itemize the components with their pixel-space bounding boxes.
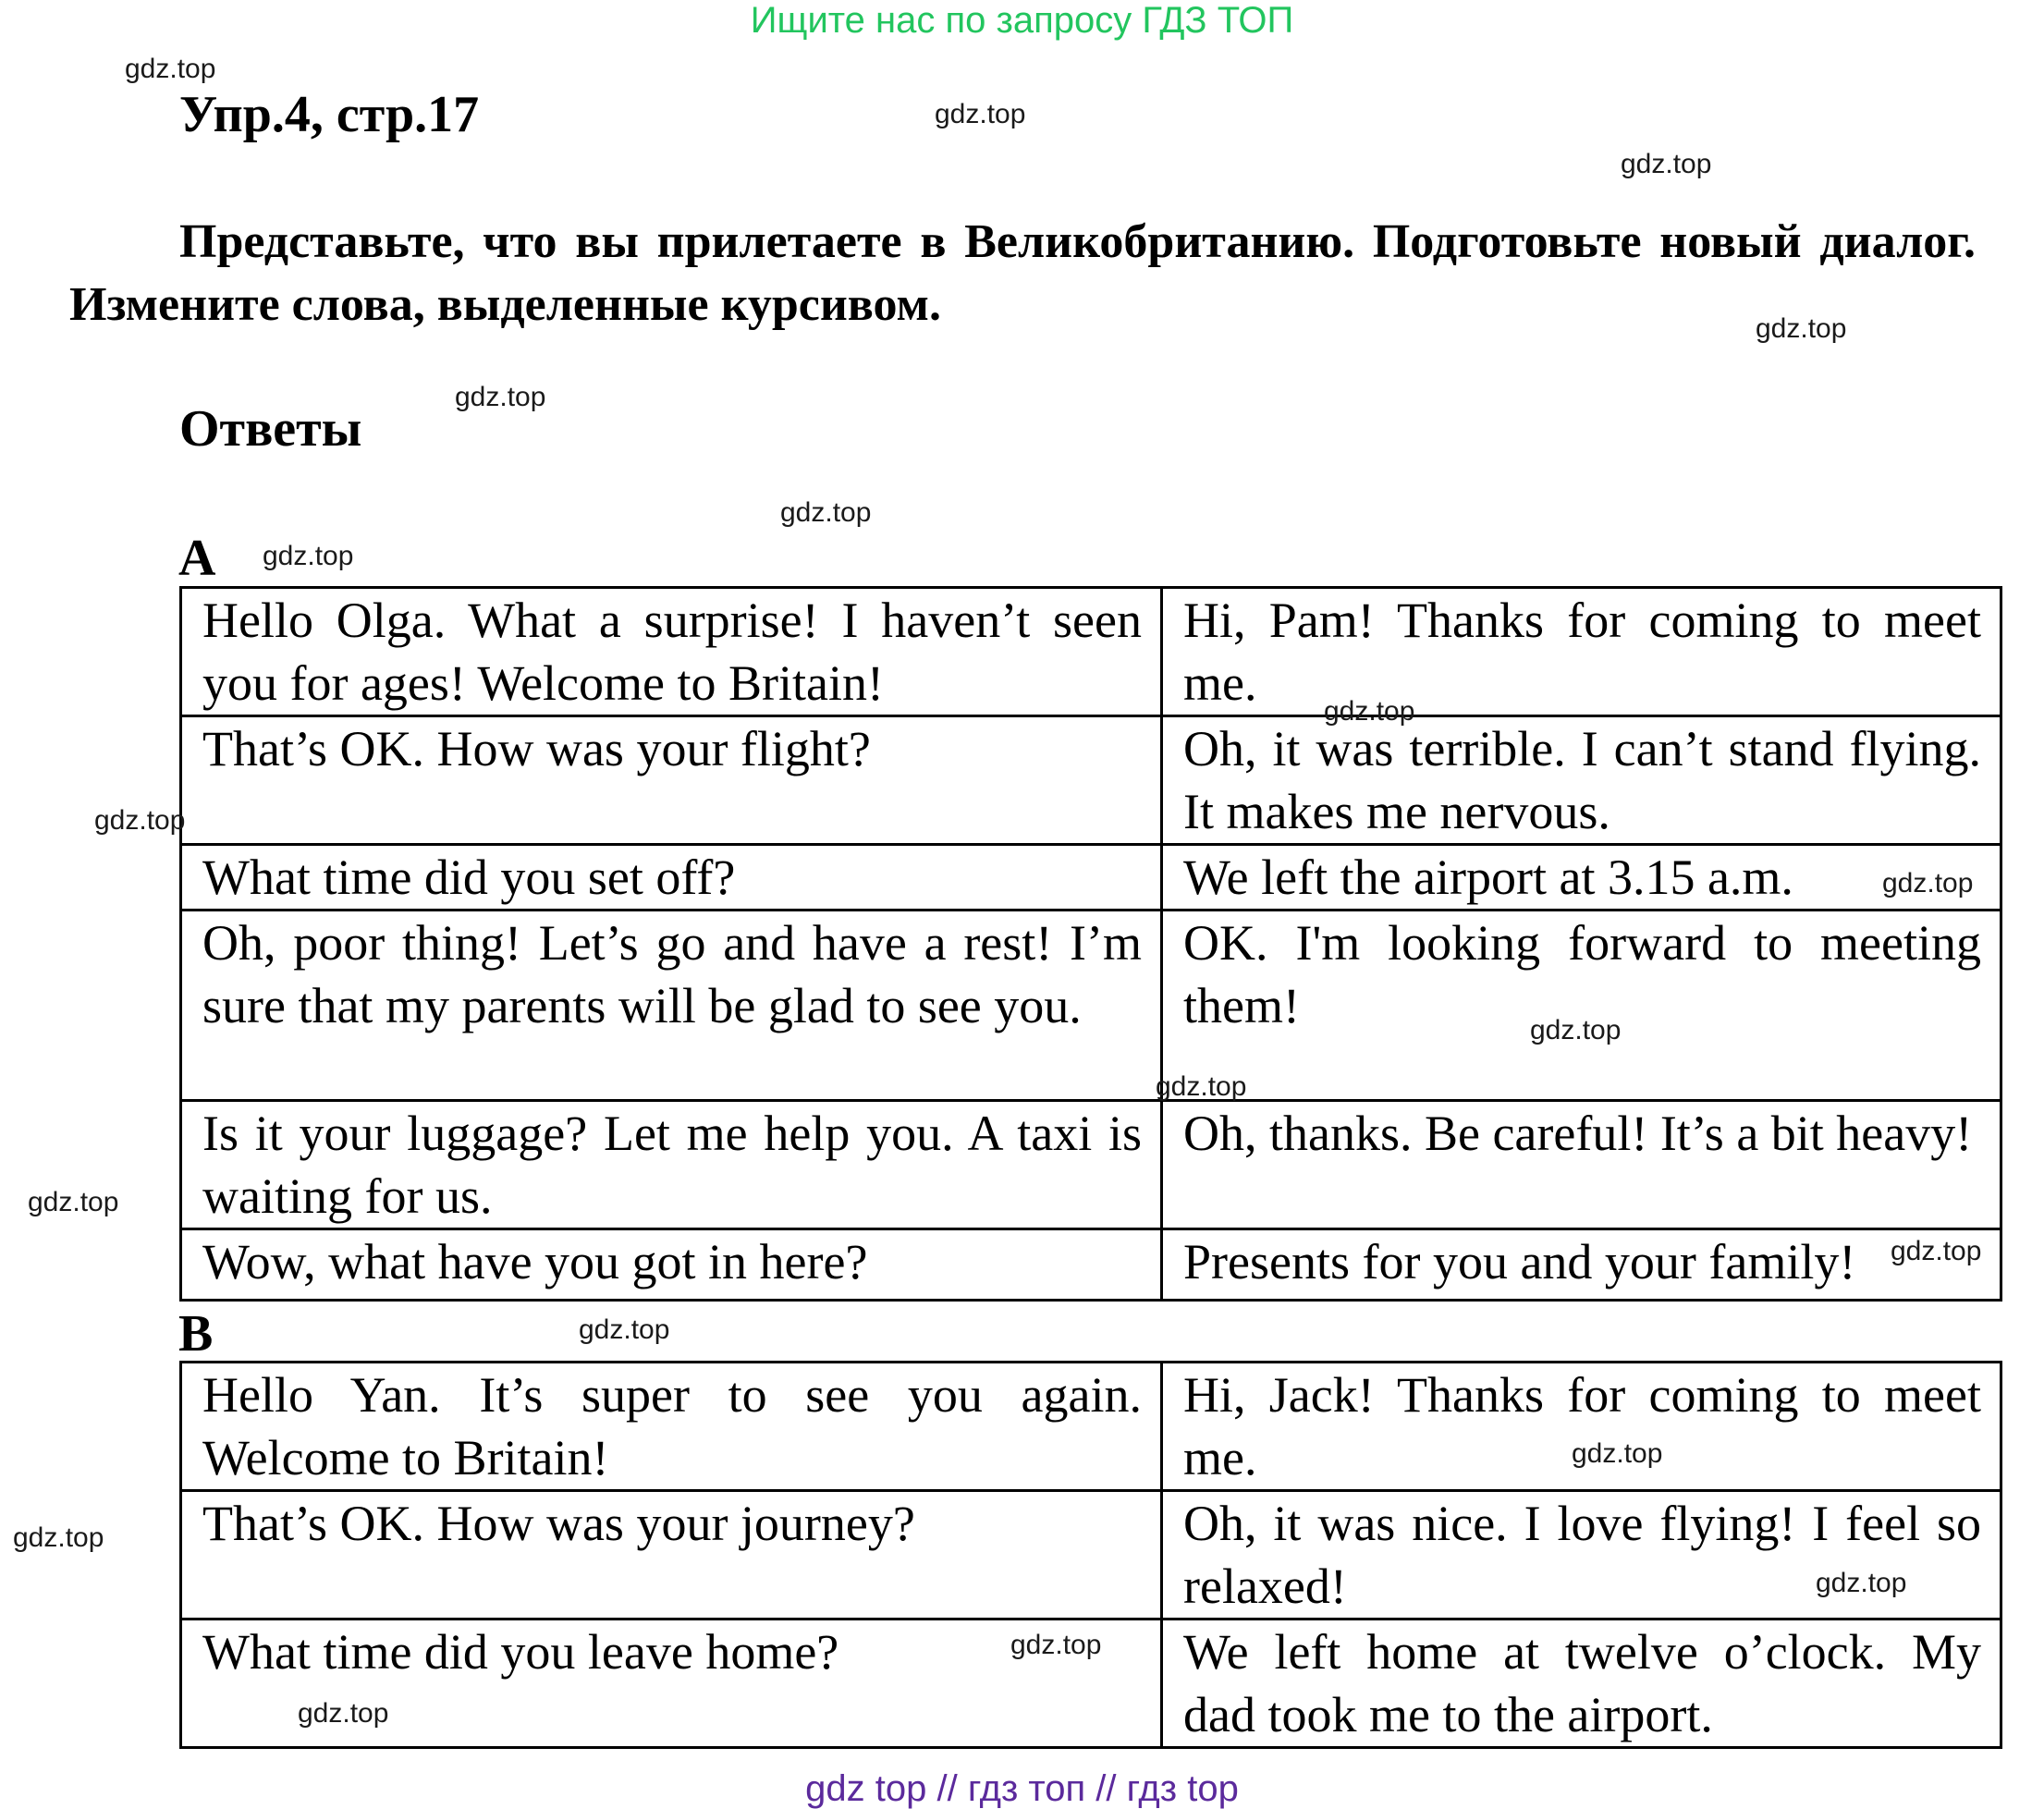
watermark: gdz.top: [125, 54, 216, 84]
dialog-table-a: [179, 586, 2002, 1302]
speaker-a-line: Oh, poor thing! Let’s go and have a rest! I’m sure that my parents will be glad to see you.: [181, 911, 1162, 1101]
table-row: [181, 1491, 2001, 1620]
watermark: gdz.top: [579, 1314, 670, 1345]
table-row: [181, 911, 2001, 1101]
speaker-a-line: What time did you leave home?: [181, 1620, 1162, 1748]
watermark: gdz.top: [1572, 1438, 1663, 1469]
table-row: [181, 588, 2001, 716]
watermark: gdz.top: [1882, 868, 1974, 898]
speaker-a-line: That’s OK. How was your flight?: [181, 716, 1162, 845]
watermark: gdz.top: [298, 1698, 389, 1729]
watermark: gdz.top: [263, 541, 354, 571]
speaker-a-line: Wow, what have you got in here?: [181, 1229, 1162, 1301]
dialog-table-b: [179, 1361, 2002, 1749]
speaker-b-line: We left home at twelve o’clock. My dad took me to the airport.: [1162, 1620, 2001, 1748]
speaker-a-line: What time did you set off?: [181, 845, 1162, 911]
table-row: [181, 845, 2001, 911]
speaker-b-line: Hi, Pam! Thanks for coming to meet me.: [1162, 588, 2001, 716]
speaker-b-line: Oh, thanks. Be careful! It’s a bit heavy!: [1162, 1101, 2001, 1229]
watermark: gdz.top: [13, 1522, 104, 1553]
speaker-b-line: Oh, it was nice. I love flying! I feel so relaxed!: [1162, 1491, 2001, 1620]
watermark: gdz.top: [1010, 1630, 1102, 1660]
speaker-b-line: Oh, it was terrible. I can’t stand flying. It makes me nervous.: [1162, 716, 2001, 845]
exercise-title: Упр.4, стр.17: [179, 86, 480, 143]
watermark: gdz.top: [1156, 1071, 1247, 1102]
speaker-b-line: OK. I'm looking forward to meeting them!: [1162, 911, 2001, 1101]
watermark: gdz.top: [455, 382, 546, 412]
speaker-b-line: Hi, Jack! Thanks for coming to meet me.: [1162, 1363, 2001, 1491]
watermark: gdz.top: [1891, 1236, 1982, 1266]
watermark: gdz.top: [94, 805, 186, 836]
table-row: [181, 1363, 2001, 1491]
speaker-a-line: Hello Yan. It’s super to see you again. Welcome to Britain!: [181, 1363, 1162, 1491]
speaker-a-line: That’s OK. How was your journey?: [181, 1491, 1162, 1620]
watermark: gdz.top: [1756, 313, 1847, 344]
section-b-label: B: [178, 1305, 214, 1363]
speaker-a-line: Is it your luggage? Let me help you. A taxi is waiting for us.: [181, 1101, 1162, 1229]
table-row: [181, 1229, 2001, 1301]
table-row: [181, 716, 2001, 845]
watermark: gdz.top: [935, 99, 1026, 129]
speaker-b-line: We left the airport at 3.15 a.m.: [1162, 845, 2001, 911]
speaker-a-line: Hello Olga. What a surprise! I haven’t seen you for ages! Welcome to Britain!: [181, 588, 1162, 716]
watermark: gdz.top: [1324, 696, 1415, 727]
section-a-label: A: [178, 530, 216, 587]
speaker-b-line: Presents for you and your family!: [1162, 1229, 2001, 1301]
table-row: [181, 1101, 2001, 1229]
answers-heading: Ответы: [179, 400, 362, 458]
watermark: gdz.top: [1530, 1015, 1622, 1045]
watermark: gdz.top: [1816, 1568, 1907, 1598]
top-banner: Ищите нас по запросу ГДЗ ТОП: [750, 0, 1294, 41]
watermark: gdz.top: [1621, 149, 1712, 179]
footer-links: gdz top // гдз топ // гдз top: [805, 1768, 1239, 1809]
watermark: gdz.top: [28, 1187, 119, 1217]
task-text: Представьте, что вы прилетаете в Великобританию. Подготовьте новый диалог. Измените слова, выделенные курсивом.: [69, 215, 1976, 331]
watermark: gdz.top: [780, 497, 872, 528]
